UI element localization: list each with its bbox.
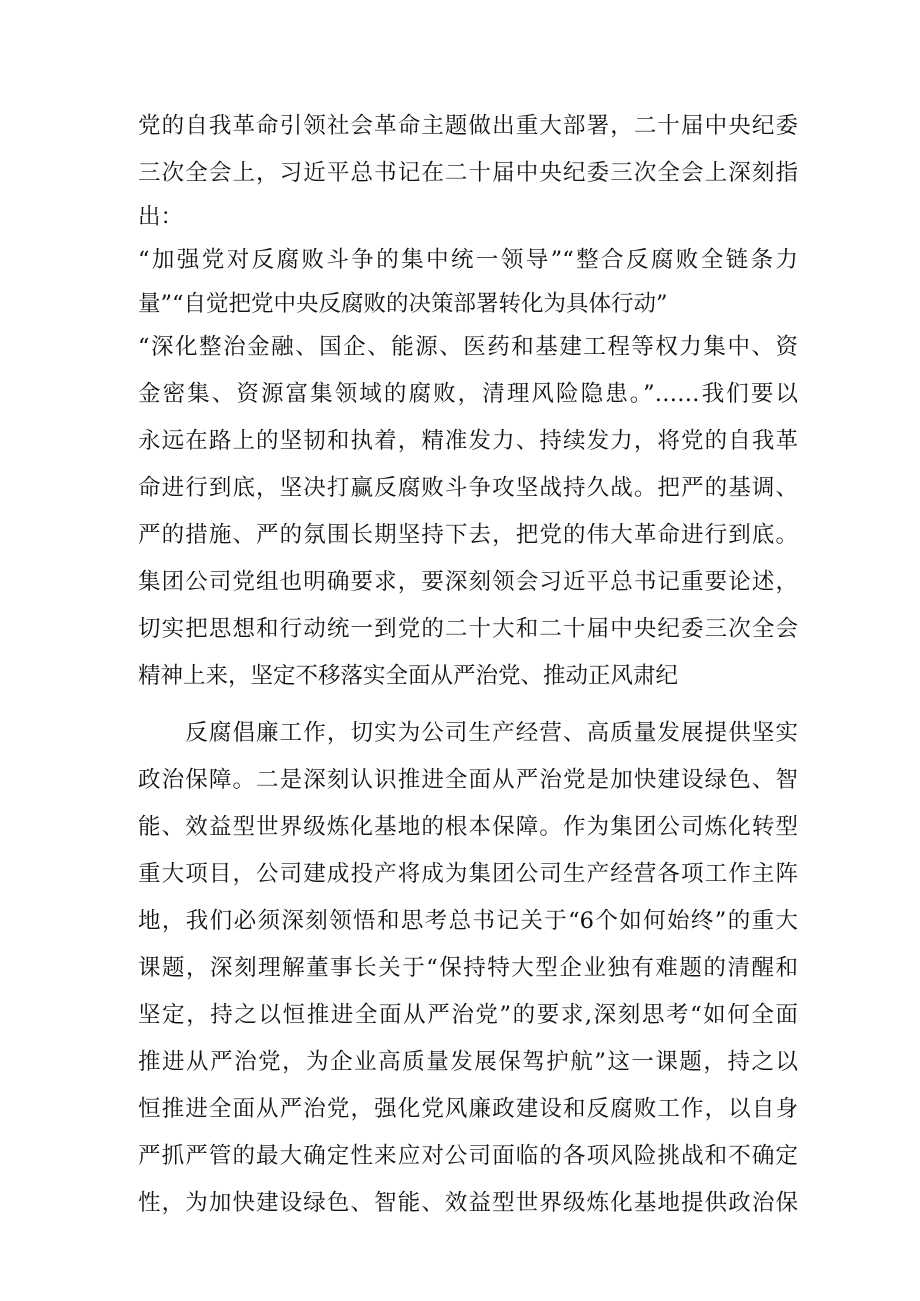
- text-line: 集团公司党组也明确要求，要深刻领会习近平总书记重要论述，: [138, 569, 798, 595]
- text-line: 反腐倡廉工作，切实为公司生产经营、高质量发展提供坚实: [138, 720, 798, 746]
- text-line: 能、效益型世界级炼化基地的根本保障。作为集团公司炼化转型: [138, 814, 798, 840]
- text-line: 坚定，持之以恒推进全面从严治党”的要求,深刻思考“如何全面: [138, 1002, 798, 1028]
- paragraph-gap: [138, 700, 798, 710]
- text-line: 切实把思想和行动统一到党的二十大和二十届中央纪委三次全会: [138, 616, 798, 642]
- text-line: 出：: [138, 204, 184, 230]
- text-line: 地，我们必须深刻领悟和思考总书记关于“6个如何始终”的重大: [138, 908, 798, 934]
- paragraph-2: [138, 710, 798, 1227]
- text-line: 政治保障。二是深刻认识推进全面从严治党是加快建设绿色、智: [138, 767, 798, 793]
- text-line: 党的自我革命引领社会革命主题做出重大部署，二十届中央纪委: [138, 113, 798, 139]
- text-line: 严抓严管的最大确定性来应对公司面临的各项风险挑战和不确定: [138, 1143, 798, 1169]
- text-line: 永远在路上的坚韧和执着，精准发力、持续发力，将党的自我革: [138, 428, 798, 454]
- text-line: “深化整治金融、国企、能源、医药和基建工程等权力集中、资: [138, 334, 798, 360]
- text-line: 三次全会上，习近平总书记在二十届中央纪委三次全会上深刻指: [138, 160, 798, 186]
- paragraph-1: [138, 103, 798, 700]
- text-line: “加强党对反腐败斗争的集中统一领导”“整合反腐败全链条力: [138, 247, 798, 273]
- text-line: 课题，深刻理解董事长关于“保持特大型企业独有难题的清醒和: [138, 955, 798, 981]
- text-line: 量”“自觉把党中央反腐败的决策部署转化为具体行动”: [138, 291, 668, 317]
- text-line: 精神上来，坚定不移落实全面从严治党、推动正风肃纪: [138, 663, 679, 689]
- text-line: 严的措施、严的氛围长期坚持下去，把党的伟大革命进行到底。: [138, 522, 798, 548]
- text-line: 金密集、资源富集领域的腐败，清理风险隐患。”……我们要以: [138, 381, 798, 407]
- text-line: 性，为加快建设绿色、智能、效益型世界级炼化基地提供政治保: [138, 1190, 798, 1216]
- text-line: 命进行到底，坚决打赢反腐败斗争攻坚战持久战。把严的基调、: [138, 475, 798, 501]
- document-body: [138, 103, 798, 1227]
- text-line: 推进从严治党，为企业高质量发展保驾护航”这一课题，持之以: [138, 1049, 798, 1075]
- text-line: 恒推进全面从严治党，强化党风廉政建设和反腐败工作，以自身: [138, 1096, 798, 1122]
- text-line: 重大项目，公司建成投产将成为集团公司生产经营各项工作主阵: [138, 861, 798, 887]
